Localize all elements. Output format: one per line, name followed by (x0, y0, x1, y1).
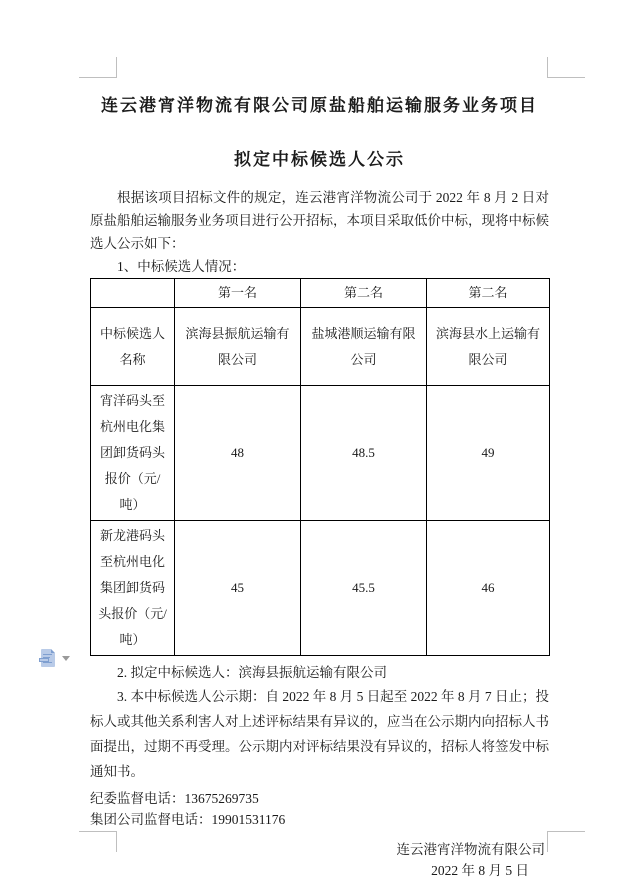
discipline-phone-line: 纪委监督电话：13675269735 (90, 791, 259, 806)
document-content (90, 0, 549, 881)
table-row-candidate-names (91, 308, 550, 386)
quote-value-cell: 45 (175, 521, 301, 656)
doc-title: 连云港宵洋物流有限公司原盐船舶运输服务业务项目 (101, 96, 538, 115)
quote-value-cell: 46 (427, 521, 550, 656)
bid-candidates-table (90, 278, 550, 656)
table-header-rank-3: 第二名 (427, 279, 550, 308)
signoff-date: 2022 年 8 月 5 日 (431, 863, 529, 878)
row-label-quote-xiaoyang: 宵洋码头至杭州电化集团卸货码头报价（元/吨） (91, 386, 175, 521)
row-label-quote-xinlonggang: 新龙港码头至杭州电化集团卸货码头报价（元/吨） (91, 521, 175, 656)
list-item-2: 2. 拟定中标候选人：滨海县振航运输有限公司 (117, 665, 387, 680)
intro-paragraph: 根据该项目招标文件的规定，连云港宵洋物流公司于 2022 年 8 月 2 日对原盐船舶运输服务业务项目进行公开招标，本项目采取低价中标，现将中标候选人公示如下： (90, 190, 549, 251)
quote-value-cell: 49 (427, 386, 550, 521)
group-phone-line: 集团公司监督电话：19901531176 (90, 812, 286, 827)
quote-value-cell: 45.5 (301, 521, 427, 656)
annotation-control[interactable] (41, 649, 71, 669)
candidate-name-cell: 滨海县振航运输有限公司 (175, 308, 301, 386)
doc-subtitle: 拟定中标候选人公示 (234, 150, 405, 169)
quote-value-cell: 48.5 (301, 386, 427, 521)
table-row-quote-xinlonggang (91, 521, 550, 656)
supervision-phones (90, 788, 549, 830)
quote-value-cell: 48 (175, 386, 301, 521)
crop-mark-top-right (547, 57, 585, 78)
list-item-3: 3. 本中标候选人公示期：自 2022 年 8 月 5 日起至 2022 年 8 月 7 日止；投标人或其他关系利害人对上述评标结果有异议的，应当在公示期内向招标人书面提出，过期不再受理。公示期内对评标结果没有异议的，招标人将签发中标通知书。 (90, 689, 549, 779)
chevron-down-icon[interactable] (62, 656, 70, 661)
table-header-row (91, 279, 550, 308)
table-header-empty (91, 279, 175, 308)
crop-mark-bottom-right (547, 831, 585, 852)
candidate-name-cell: 滨海县水上运输有限公司 (427, 308, 550, 386)
table-row-quote-xiaoyang (91, 386, 550, 521)
table-header-rank-1: 第一名 (175, 279, 301, 308)
row-label-candidate-name: 中标候选人名称 (91, 308, 175, 386)
table-header-rank-2: 第二名 (301, 279, 427, 308)
signoff-block (90, 839, 549, 881)
candidate-name-cell: 盐城港顺运输有限公司 (301, 308, 427, 386)
annotation-document-icon[interactable] (41, 649, 55, 667)
list-item-1: 1、中标候选人情况： (117, 259, 246, 274)
signoff-company: 连云港宵洋物流有限公司 (396, 842, 545, 857)
